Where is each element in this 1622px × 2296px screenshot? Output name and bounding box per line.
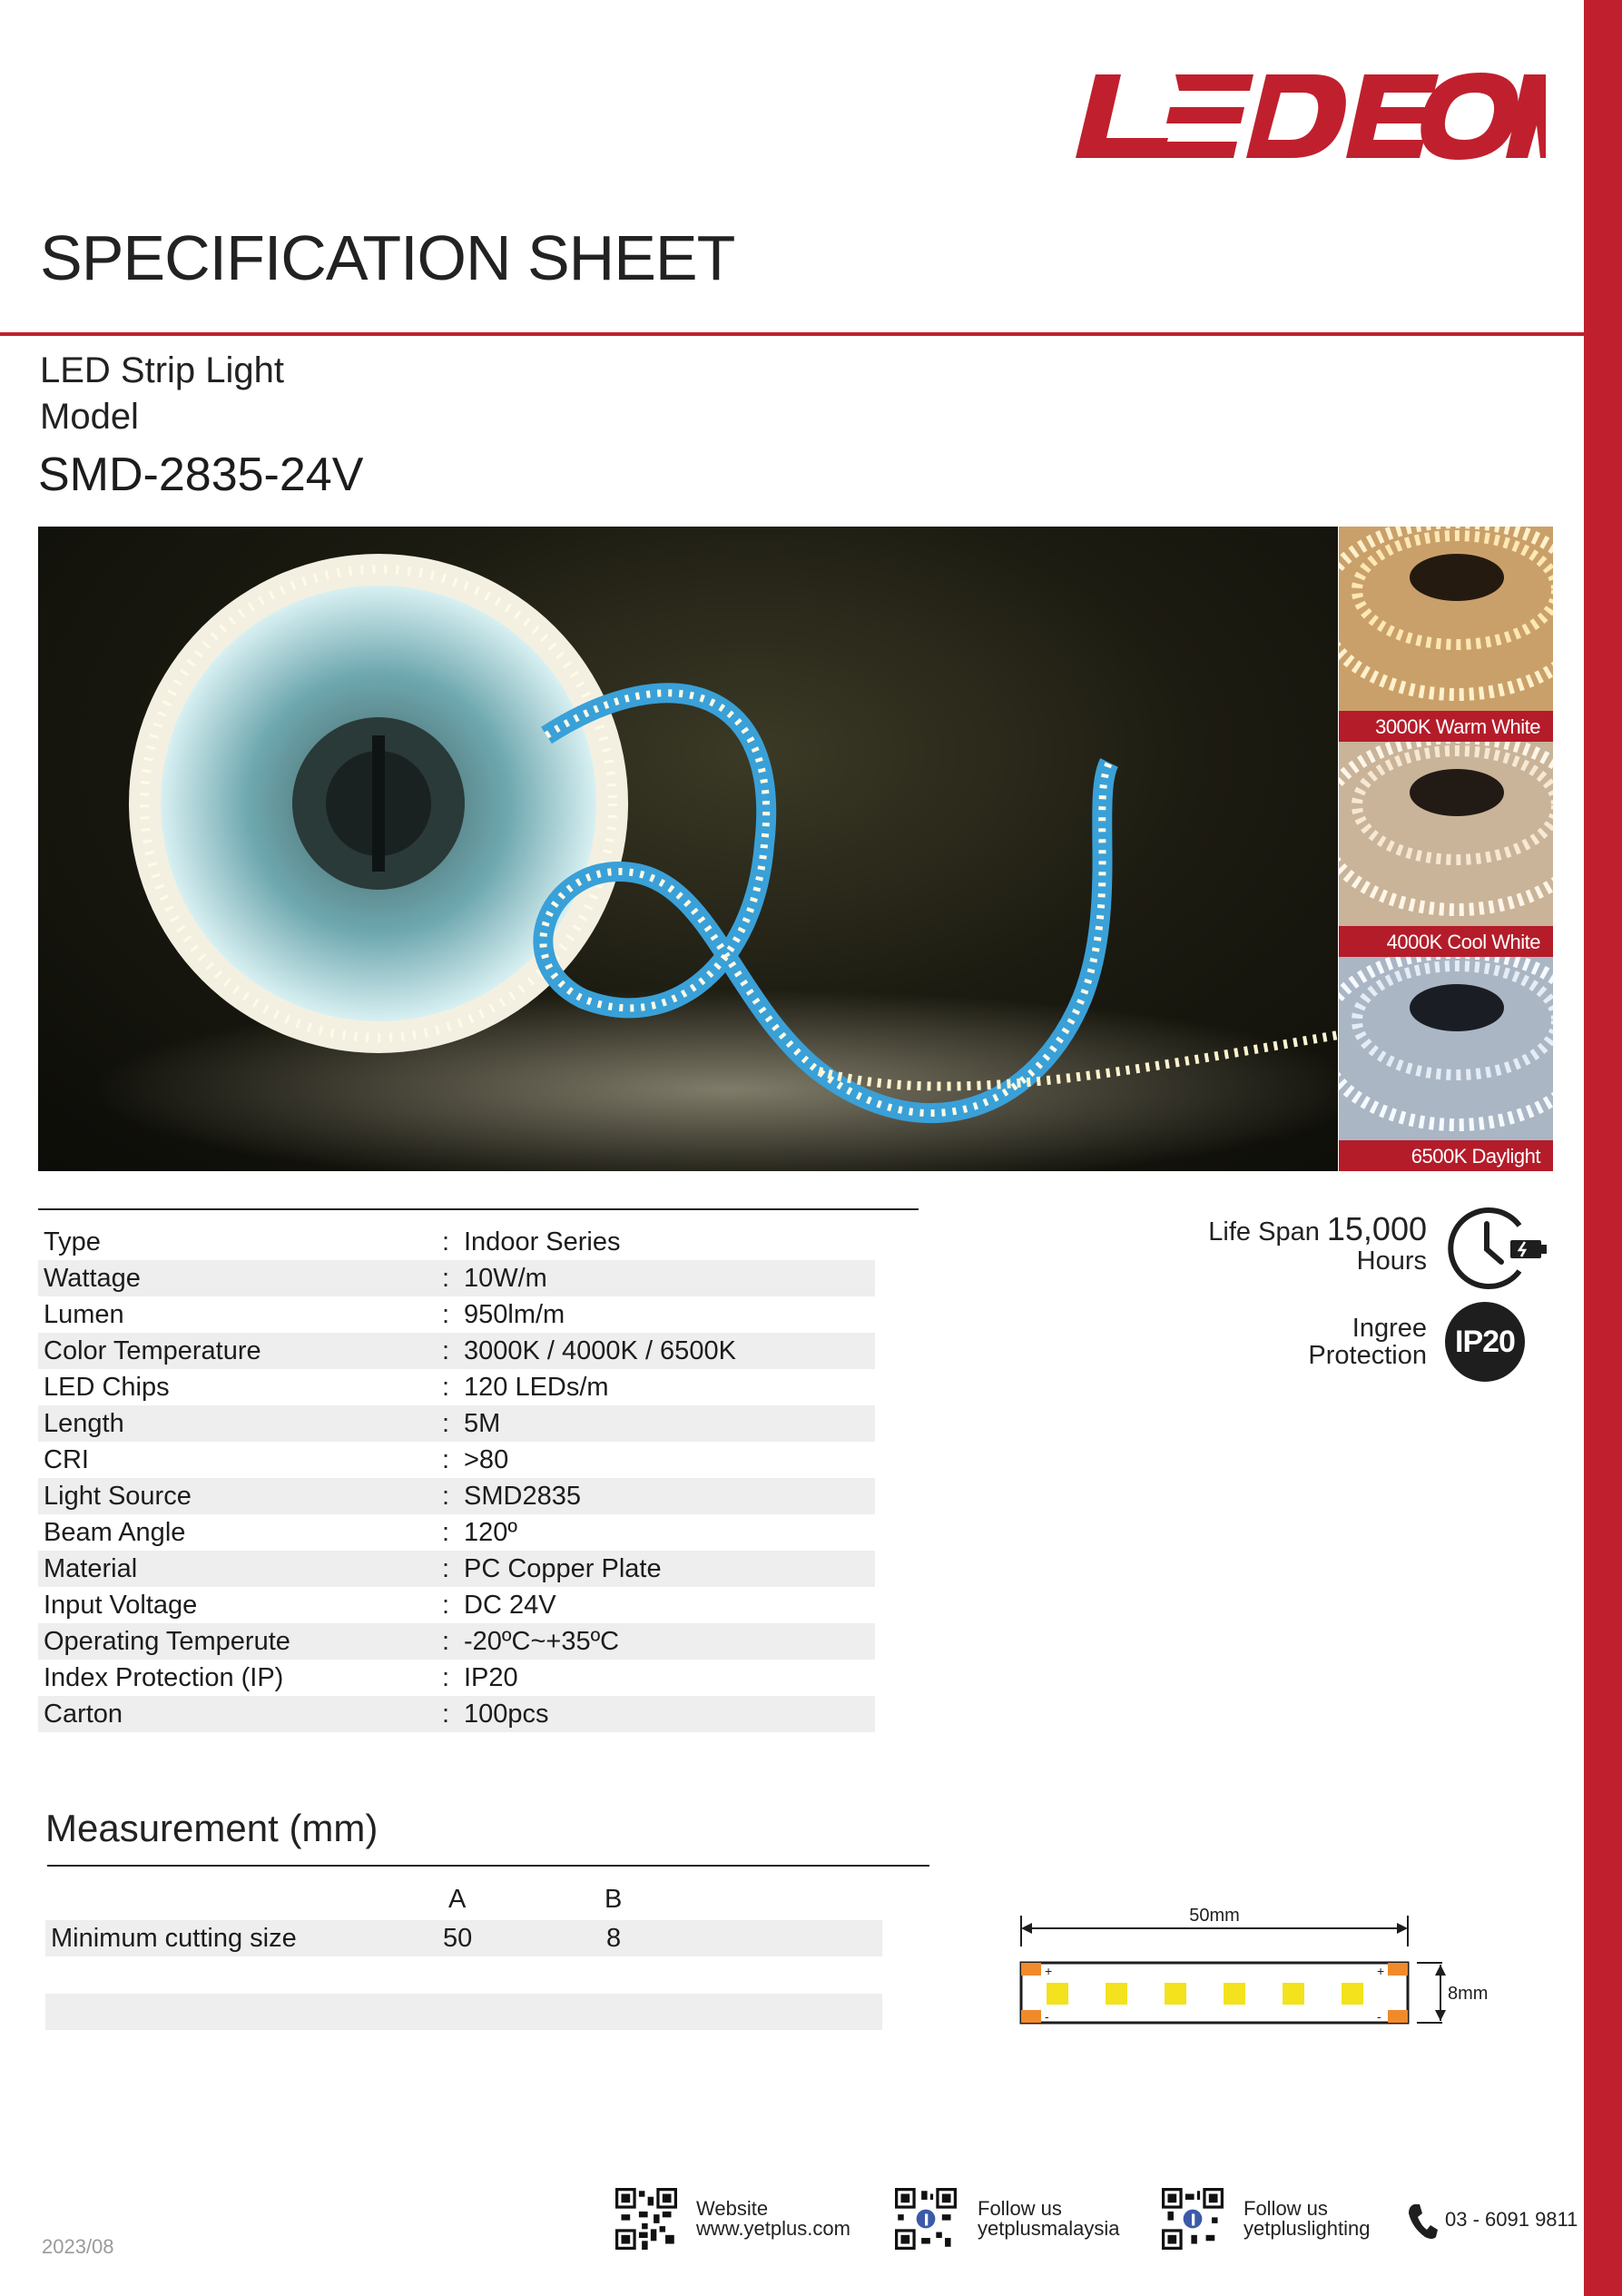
spec-separator: : — [442, 1626, 450, 1656]
spec-value: IP20 — [464, 1662, 518, 1692]
spec-separator: : — [442, 1590, 450, 1620]
spec-key: LED Chips — [44, 1372, 170, 1402]
spec-value: 120 LEDs/m — [464, 1372, 609, 1402]
measurement-b-value: 8 — [606, 1924, 622, 1953]
spec-value: 5M — [464, 1408, 501, 1438]
spec-key: Length — [44, 1408, 124, 1438]
spec-row — [38, 1224, 875, 1260]
spec-table — [38, 1224, 875, 1732]
facebook-qr-code-1[interactable] — [895, 2188, 957, 2250]
spec-key: Input Voltage — [44, 1590, 198, 1620]
spec-key: CRI — [44, 1444, 89, 1474]
strip-dimension-diagram — [1012, 1901, 1502, 2037]
website-url[interactable]: www.yetplus.com — [696, 2217, 850, 2240]
spec-key: Wattage — [44, 1263, 141, 1293]
spec-value: 10W/m — [464, 1263, 547, 1293]
spec-table-rule — [38, 1208, 919, 1210]
spec-key: Index Protection (IP) — [44, 1662, 284, 1692]
spec-value: PC Copper Plate — [464, 1553, 662, 1583]
spec-separator: : — [442, 1227, 450, 1256]
spec-row — [38, 1260, 875, 1296]
measurement-empty-row — [45, 1994, 882, 2030]
facebook-block-2[interactable] — [1244, 2199, 1370, 2239]
spec-key: Carton — [44, 1699, 123, 1729]
issue-date: 2023/08 — [42, 2235, 114, 2258]
spec-key: Operating Temperute — [44, 1626, 290, 1656]
model-label: Model — [40, 397, 139, 437]
spec-row — [38, 1623, 875, 1660]
diagram-minus-right: - — [1377, 2009, 1381, 2024]
life-span-unit: Hours — [1356, 1247, 1427, 1276]
facebook-label-1: Follow us — [978, 2197, 1062, 2220]
header-divider — [0, 332, 1584, 336]
spec-row — [38, 1333, 875, 1369]
spec-value: DC 24V — [464, 1590, 556, 1620]
measurement-title: Measurement (mm) — [45, 1807, 378, 1849]
diagram-plus-left: + — [1045, 1964, 1053, 1978]
spec-row — [38, 1514, 875, 1551]
spec-separator: : — [442, 1662, 450, 1692]
measurement-row — [45, 1920, 882, 1956]
spec-key: Light Source — [44, 1481, 192, 1511]
website-qr-code[interactable] — [615, 2188, 677, 2250]
spec-key: Type — [44, 1227, 101, 1256]
spec-separator: : — [442, 1553, 450, 1583]
spec-key: Material — [44, 1553, 138, 1583]
phone-icon — [1407, 2202, 1438, 2241]
life-span-label: Life Span — [1208, 1217, 1320, 1247]
swatch-caption: 6500K Daylight — [1339, 1140, 1553, 1171]
spec-separator: : — [442, 1444, 450, 1474]
website-label: Website — [696, 2197, 769, 2220]
life-span — [1144, 1210, 1427, 1276]
facebook-block-1[interactable] — [978, 2199, 1120, 2239]
product-photo — [38, 527, 1338, 1171]
product-name: LED Strip Light — [40, 350, 285, 390]
spec-separator: : — [442, 1335, 450, 1365]
swatch-3000k — [1339, 527, 1553, 742]
spec-row — [38, 1442, 875, 1478]
measurement-col-b: B — [605, 1885, 623, 1914]
measurement-empty-row — [45, 1956, 882, 1993]
clock-battery-icon — [1443, 1204, 1548, 1291]
facebook-qr-code-2[interactable] — [1162, 2188, 1224, 2250]
spec-row — [38, 1696, 875, 1732]
spec-value: SMD2835 — [464, 1481, 581, 1511]
ingress-line2: Protection — [1308, 1341, 1427, 1370]
measurement-col-a: A — [448, 1885, 467, 1914]
spec-row — [38, 1660, 875, 1696]
swatch-caption: 4000K Cool White — [1339, 926, 1553, 957]
spec-value: Indoor Series — [464, 1227, 621, 1256]
spec-key: Color Temperature — [44, 1335, 261, 1365]
ledeon-logo — [1076, 71, 1546, 162]
facebook-label-2: Follow us — [1244, 2197, 1328, 2220]
spec-row — [38, 1369, 875, 1405]
spec-key: Beam Angle — [44, 1517, 186, 1547]
swatch-caption: 3000K Warm White — [1339, 711, 1553, 742]
diagram-plus-right: + — [1377, 1964, 1385, 1978]
page-title: SPECIFICATION SHEET — [40, 222, 735, 293]
side-accent-bar — [1584, 0, 1622, 2296]
life-span-value: 15,000 — [1326, 1210, 1427, 1247]
measurement-rule — [47, 1865, 929, 1867]
spec-row — [38, 1551, 875, 1587]
website-block[interactable] — [696, 2199, 850, 2239]
phone-number[interactable]: 03 - 6091 9811 — [1445, 2208, 1578, 2231]
facebook-handle-2[interactable]: yetpluslighting — [1244, 2217, 1371, 2240]
spec-separator: : — [442, 1263, 450, 1293]
spec-row — [38, 1405, 875, 1442]
spec-separator: : — [442, 1372, 450, 1402]
measurement-row-label: Minimum cutting size — [51, 1924, 297, 1953]
diagram-minus-left: - — [1045, 2009, 1049, 2024]
ip20-badge: IP20 — [1445, 1302, 1525, 1382]
spec-key: Lumen — [44, 1299, 124, 1329]
diagram-length-label: 50mm — [1189, 1906, 1240, 1926]
spec-row — [38, 1296, 875, 1333]
spec-separator: : — [442, 1699, 450, 1729]
measurement-a-value: 50 — [443, 1924, 473, 1953]
ingress-line1: Ingree — [1352, 1314, 1427, 1343]
ingress-protection — [1180, 1315, 1427, 1369]
spec-value: 950lm/m — [464, 1299, 565, 1329]
spec-separator: : — [442, 1299, 450, 1329]
swatch-6500k — [1339, 957, 1553, 1171]
spec-row — [38, 1478, 875, 1514]
model-code: SMD-2835-24V — [38, 448, 364, 501]
spec-separator: : — [442, 1481, 450, 1511]
spec-value: 120º — [464, 1517, 517, 1547]
spec-row — [38, 1587, 875, 1623]
spec-separator: : — [442, 1408, 450, 1438]
diagram-width-label: 8mm — [1448, 1984, 1489, 2004]
spec-value: 100pcs — [464, 1699, 549, 1729]
spec-value: -20ºC~+35ºC — [464, 1626, 620, 1656]
spec-value: >80 — [464, 1444, 509, 1474]
swatch-4000k — [1339, 742, 1553, 957]
spec-separator: : — [442, 1517, 450, 1547]
spec-value: 3000K / 4000K / 6500K — [464, 1335, 736, 1365]
facebook-handle-1[interactable]: yetplusmalaysia — [978, 2217, 1120, 2240]
